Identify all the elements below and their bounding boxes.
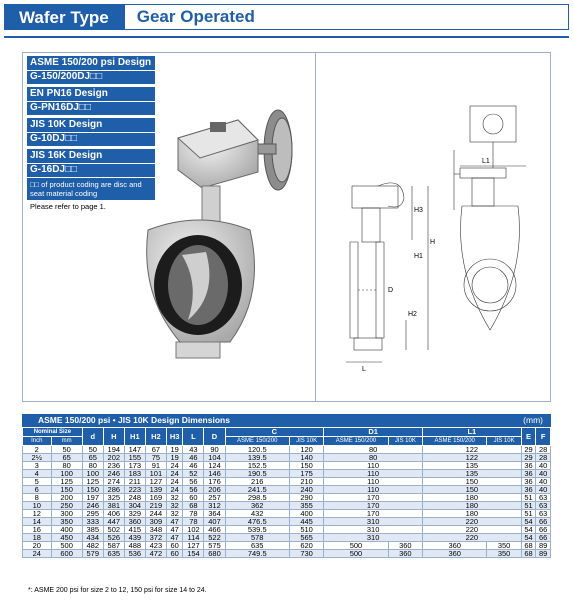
table-cell: 500 [51,542,82,550]
table-cell: 219 [145,502,166,510]
table-cell: 600 [51,550,82,558]
coding-note: □□ of product coding are disc and seat material coding [27,178,155,200]
table-cell: 450 [51,534,82,542]
table-cell: 447 [103,518,124,526]
col-e: E [521,428,536,446]
col-l: L [183,428,204,446]
reference-note: Please refer to page 1. [30,202,106,211]
table-body [23,446,551,558]
table-cell: 19 [166,454,183,462]
table-cell: 78 [183,510,204,518]
table-cell: 54 [521,518,536,526]
table-cell: 120.5 [225,446,289,454]
table-cell: 65 [82,454,103,462]
table-cell: 67 [145,446,166,454]
table-cell: 155 [124,454,145,462]
table-cell: 10 [23,502,52,510]
table-cell: 122 [422,454,521,462]
table-cell: 510 [289,526,323,534]
col-c: C [225,428,324,437]
table-cell: 36 [521,470,536,478]
label-l1: L1 [482,158,490,165]
table-cell: 122 [422,446,521,454]
table-cell: 244 [145,510,166,518]
design-heading: EN PN16 Design [27,87,155,101]
col-c-asme: ASME 150/200 [225,437,289,446]
table-cell: 4 [23,470,52,478]
label-d: D [388,287,394,294]
table-cell: 28 [536,454,551,462]
table-cell: 154 [183,550,204,558]
table-cell: 312 [204,502,225,510]
table-cell: 522 [204,534,225,542]
table-cell: 6 [23,486,52,494]
table-cell: 169 [145,494,166,502]
table-cell: 24 [166,478,183,486]
table-cell: 539.5 [225,526,289,534]
col-c-jis: JIS 10K [289,437,323,446]
table-cell: 146 [204,470,225,478]
table-cell: 500 [324,550,388,558]
table-cell: 190.5 [225,470,289,478]
table-cell: 80 [51,462,82,470]
table-cell: 220 [422,518,521,526]
table-cell: 355 [289,502,323,510]
table-cell: 257 [204,494,225,502]
table-cell: 110 [324,478,423,486]
table-cell: 500 [324,542,388,550]
table-cell: 12 [23,510,52,518]
table-cell: 24 [166,470,183,478]
table-cell: 51 [521,502,536,510]
table-cell: 46 [183,462,204,470]
table-cell: 381 [103,502,124,510]
table-cell: 220 [422,534,521,542]
label-h: H [430,239,436,246]
table-cell: 432 [225,510,289,518]
table-cell: 385 [82,526,103,534]
table-cell: 56 [183,486,204,494]
table-cell: 40 [536,478,551,486]
table-cell: 423 [145,542,166,550]
table-cell: 180 [422,510,521,518]
table-cell: 362 [225,502,289,510]
table-cell: 78 [183,518,204,526]
table-cell: 240 [289,486,323,494]
table-cell: 415 [124,526,145,534]
table-cell: 89 [536,542,551,550]
table-cell: 147 [124,446,145,454]
table-cell: 170 [324,510,423,518]
table-cell: 150 [422,486,521,494]
table-cell: 400 [51,526,82,534]
label-h3: H3 [414,207,423,214]
table-cell: 304 [124,502,145,510]
table-cell: 63 [536,510,551,518]
table-cell: 54 [521,534,536,542]
table-cell: 140 [289,454,323,462]
col-d1-jis: JIS 10K [388,437,422,446]
table-cell: 488 [124,542,145,550]
table-cell: 620 [289,542,323,550]
dimensions-table [22,427,551,558]
table-cell: 66 [536,526,551,534]
design-code: G-150/200DJ□□ [27,70,155,84]
table-cell: 680 [204,550,225,558]
table-cell: 110 [324,486,423,494]
table-cell: 152.5 [225,462,289,470]
table-cell: 248 [124,494,145,502]
table-cell: 325 [103,494,124,502]
table-footnote: *: ASME 200 psi for size 2 to 12, 150 psi for size 14 to 24. [28,587,207,594]
table-cell: 246 [82,502,103,510]
table-cell: 100 [51,470,82,478]
table-cell: 32 [166,510,183,518]
table-cell: 730 [289,550,323,558]
table-cell: 47 [166,526,183,534]
col-l1-jis: JIS 10K [487,437,521,446]
table-cell: 150 [289,462,323,470]
label-h1: H1 [414,253,423,260]
table-cell: 8 [23,494,52,502]
table-cell: 202 [103,454,124,462]
table-cell: 348 [145,526,166,534]
table-cell: 310 [324,534,423,542]
table-row [23,542,551,550]
table-cell: 43 [183,446,204,454]
table-row [23,534,551,542]
table-cell: 635 [225,542,289,550]
table-cell: 19 [166,446,183,454]
table-cell: 110 [324,462,423,470]
table-cell: 206 [204,486,225,494]
table-cell: 104 [204,454,225,462]
table-cell: 63 [536,494,551,502]
table-cell: 579 [82,550,103,558]
table-cell: 63 [536,502,551,510]
col-mm: mm [51,437,82,446]
table-cell: 364 [204,510,225,518]
table-cell: 216 [225,478,289,486]
table-cell: 110 [324,470,423,478]
table-cell: 536 [124,550,145,558]
table-cell: 68 [521,550,536,558]
col-nominal: Nominal Size [23,428,83,437]
table-cell: 80 [82,462,103,470]
table-cell: 68 [521,542,536,550]
table-cell: 194 [103,446,124,454]
table-cell: 183 [124,470,145,478]
table-cell: 101 [145,470,166,478]
table-cell: 350 [487,550,521,558]
table-cell: 14 [23,518,52,526]
col-d1-asme: ASME 150/200 [324,437,388,446]
table-cell: 180 [422,494,521,502]
table-cell: 29 [521,446,536,454]
table-cell: 360 [388,542,422,550]
col-d: d [82,428,103,446]
table-cell: 60 [166,542,183,550]
table-cell: 400 [289,510,323,518]
table-cell: 197 [82,494,103,502]
table-cell: 80 [324,454,423,462]
table-title [22,414,551,427]
table-cell: 170 [324,494,423,502]
col-h3: H3 [166,428,183,446]
table-cell: 241.5 [225,486,289,494]
table-cell: 89 [536,550,551,558]
table-cell: 32 [166,494,183,502]
table-cell: 66 [536,534,551,542]
table-cell: 24 [166,486,183,494]
table-cell: 350 [487,542,521,550]
table-cell: 5 [23,478,52,486]
table-cell: 46 [183,454,204,462]
table-cell: 310 [324,526,423,534]
table-cell: 51 [521,510,536,518]
table-cell: 502 [103,526,124,534]
table-cell: 360 [422,542,486,550]
table-cell: 18 [23,534,52,542]
table-row [23,550,551,558]
table-cell: 309 [145,518,166,526]
table-cell: 47 [166,534,183,542]
table-title-text: ASME 150/200 psi • JIS 10K Design Dimensions [38,415,230,425]
table-cell: 300 [51,510,82,518]
table-cell: 170 [324,502,423,510]
table-cell: 150 [51,486,82,494]
table-cell: 360 [388,550,422,558]
figure-divider [315,52,316,402]
table-cell: 36 [521,478,536,486]
table-cell: 52 [183,470,204,478]
col-dd: D [204,428,225,446]
table-cell: 50 [51,446,82,454]
table-cell: 91 [145,462,166,470]
page-header [4,4,569,30]
table-cell: 439 [124,534,145,542]
table-cell: 333 [82,518,103,526]
table-cell: 75 [145,454,166,462]
design-heading: JIS 10K Design [27,118,155,132]
page-subtitle: Gear Operated [136,7,255,26]
table-cell: 575 [204,542,225,550]
table-cell: 65 [51,454,82,462]
table-cell: 2 [23,446,52,454]
table-cell: 236 [103,462,124,470]
table-cell: 310 [324,518,423,526]
table-cell: 466 [204,526,225,534]
table-cell: 66 [536,518,551,526]
table-cell: 360 [124,518,145,526]
table-cell: 180 [422,502,521,510]
table-cell: 36 [521,462,536,470]
col-f: F [536,428,551,446]
table-cell: 54 [521,526,536,534]
table-cell: 526 [103,534,124,542]
dimension-drawing [322,90,547,390]
design-code: G-16DJ□□ [27,163,155,177]
table-cell: 100 [82,470,103,478]
table-unit: (mm) [523,415,543,425]
table-cell: 482 [82,542,103,550]
table-cell: 3 [23,462,52,470]
col-h1: H1 [124,428,145,446]
table-cell: 223 [124,486,145,494]
table-cell: 40 [536,462,551,470]
table-cell: 246 [103,470,124,478]
table-cell: 372 [145,534,166,542]
table-cell: 250 [51,502,82,510]
table-cell: 587 [103,542,124,550]
table-cell: 150 [422,478,521,486]
table-cell: 407 [204,518,225,526]
table-cell: 120 [289,446,323,454]
table-cell: 47 [166,518,183,526]
design-heading: ASME 150/200 psi Design [27,56,155,70]
col-inch: Inch [23,437,52,446]
table-cell: 290 [289,494,323,502]
table-cell: 24 [23,550,52,558]
table-cell: 360 [422,550,486,558]
col-l1-asme: ASME 150/200 [422,437,486,446]
table-cell: 36 [521,486,536,494]
table-cell: 60 [166,550,183,558]
table-cell: 295 [82,510,103,518]
col-l1: L1 [422,428,521,437]
table-cell: 135 [422,462,521,470]
table-cell: 50 [82,446,103,454]
table-cell: 114 [183,534,204,542]
page-title: Wafer Type [5,5,125,29]
table-cell: 125 [82,478,103,486]
table-cell: 274 [103,478,124,486]
table-cell: 175 [289,470,323,478]
table-cell: 135 [422,470,521,478]
table-cell: 445 [289,518,323,526]
table-cell: 80 [324,446,423,454]
design-code: G-10DJ□□ [27,132,155,146]
table-cell: 28 [536,446,551,454]
table-cell: 220 [422,526,521,534]
table-cell: 406 [103,510,124,518]
valve-photo [130,80,305,380]
table-cell: 298.5 [225,494,289,502]
label-h2: H2 [408,311,417,318]
design-heading: JIS 16K Design [27,149,155,163]
col-d1: D1 [324,428,423,437]
table-cell: 578 [225,534,289,542]
table-cell: 476.5 [225,518,289,526]
table-cell: 127 [183,542,204,550]
table-cell: 40 [536,486,551,494]
table-cell: 286 [103,486,124,494]
table-cell: 124 [204,462,225,470]
col-h: H [103,428,124,446]
table-cell: 176 [204,478,225,486]
table-cell: 32 [166,502,183,510]
table-cell: 173 [124,462,145,470]
table-cell: 749.5 [225,550,289,558]
label-l: L [362,366,366,373]
table-cell: 20 [23,542,52,550]
table-cell: 127 [145,478,166,486]
table-cell: 102 [183,526,204,534]
table-cell: 565 [289,534,323,542]
table-cell: 51 [521,494,536,502]
table-cell: 434 [82,534,103,542]
table-cell: 472 [145,550,166,558]
table-cell: 125 [51,478,82,486]
table-cell: 150 [82,486,103,494]
table-cell: 200 [51,494,82,502]
table-cell: 60 [183,494,204,502]
table-cell: 350 [51,518,82,526]
table-cell: 139.5 [225,454,289,462]
table-cell: 635 [103,550,124,558]
header-rule [4,36,569,38]
col-h2: H2 [145,428,166,446]
table-cell: 2½ [23,454,52,462]
table-cell: 56 [183,478,204,486]
table-cell: 211 [124,478,145,486]
table-cell: 16 [23,526,52,534]
design-code: G-PN16DJ□□ [27,101,155,115]
table-cell: 29 [521,454,536,462]
table-cell: 329 [124,510,145,518]
table-cell: 68 [183,502,204,510]
table-cell: 40 [536,470,551,478]
table-cell: 90 [204,446,225,454]
table-cell: 24 [166,462,183,470]
table-cell: 210 [289,478,323,486]
table-cell: 139 [145,486,166,494]
